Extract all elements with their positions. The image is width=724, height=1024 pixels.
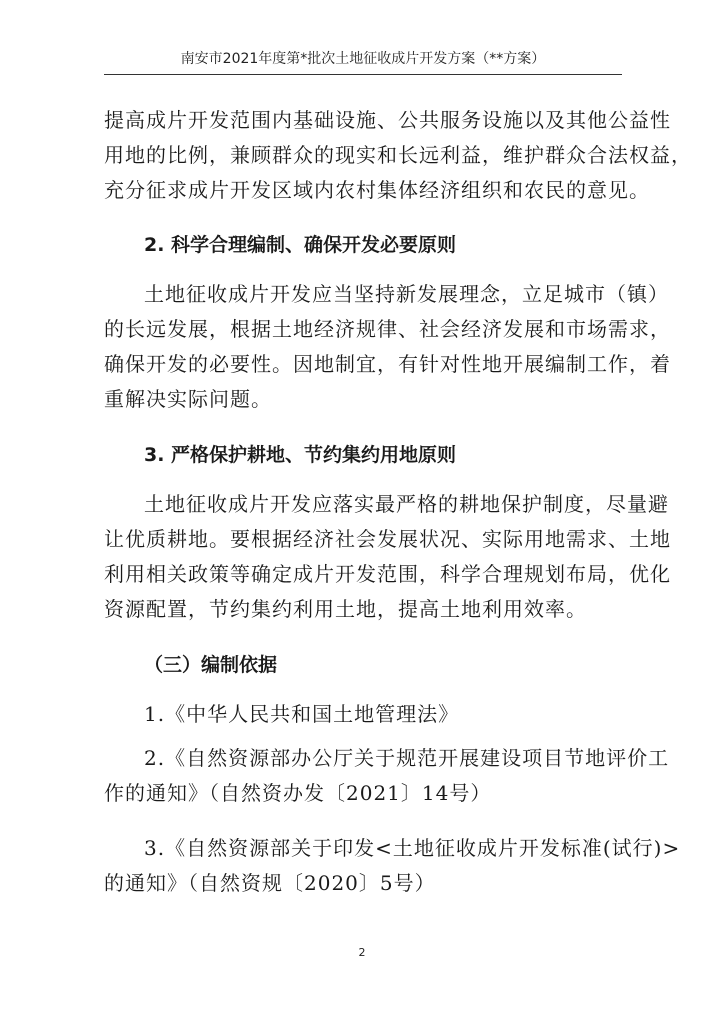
paragraph-line: 充分征求成片开发区域内农村集体经济组织和农民的意见。 (104, 178, 650, 202)
paragraph-line: 作的通知》（自然资办发〔2021〕14号） (104, 781, 492, 805)
paragraph-line: 3.《自然资源部关于印发<土地征收成片开发标准(试行)> (144, 836, 681, 860)
paragraph-line: 土地征收成片开发应当坚持新发展理念，立足城市（镇） (144, 282, 669, 306)
paragraph-line: 提高成片开发范围内基础设施、公共服务设施以及其他公益性 (104, 108, 671, 132)
paragraph-line: 土地征收成片开发应落实最严格的耕地保护制度，尽量避 (144, 492, 669, 516)
principle-2-paragraph (104, 277, 671, 417)
section-heading-3: 3. 严格保护耕地、节约集约用地原则 (144, 444, 457, 466)
paragraph-line: 用地的比例，兼顾群众的现实和长远利益，维护群众合法权益， (104, 143, 692, 167)
page-number: 2 (358, 946, 366, 959)
section-heading-basis: （三）编制依据 (144, 654, 278, 676)
paragraph-line: 确保开发的必要性。因地制宜，有针对性地开展编制工作，着 (104, 352, 671, 376)
basis-item-2 (104, 741, 670, 811)
intro-paragraph (104, 103, 692, 208)
principle-3-paragraph (104, 487, 671, 627)
running-header: 南安市2021年度第*批次土地征收成片开发方案（**方案） (104, 48, 622, 75)
paragraph-line: 资源配置，节约集约利用土地，提高土地利用效率。 (104, 597, 587, 621)
paragraph-line: 的通知》（自然资规〔2020〕5号） (104, 871, 436, 895)
paragraph-line: 的长远发展，根据土地经济规律、社会经济发展和市场需求， (104, 317, 671, 341)
paragraph-line: 1.《中华人民共和国土地管理法》 (144, 702, 460, 726)
paragraph-line: 让优质耕地。要根据经济社会发展状况、实际用地需求、土地 (104, 527, 671, 551)
section-heading-2: 2. 科学合理编制、确保开发必要原则 (144, 234, 457, 256)
basis-item-3 (104, 831, 681, 901)
basis-item-1 (104, 697, 624, 732)
paragraph-line: 2.《自然资源部办公厅关于规范开展建设项目节地评价工 (144, 746, 670, 770)
paragraph-line: 重解决实际问题。 (104, 387, 272, 411)
paragraph-line: 利用相关政策等确定成片开发范围，科学合理规划布局，优化 (104, 562, 671, 586)
